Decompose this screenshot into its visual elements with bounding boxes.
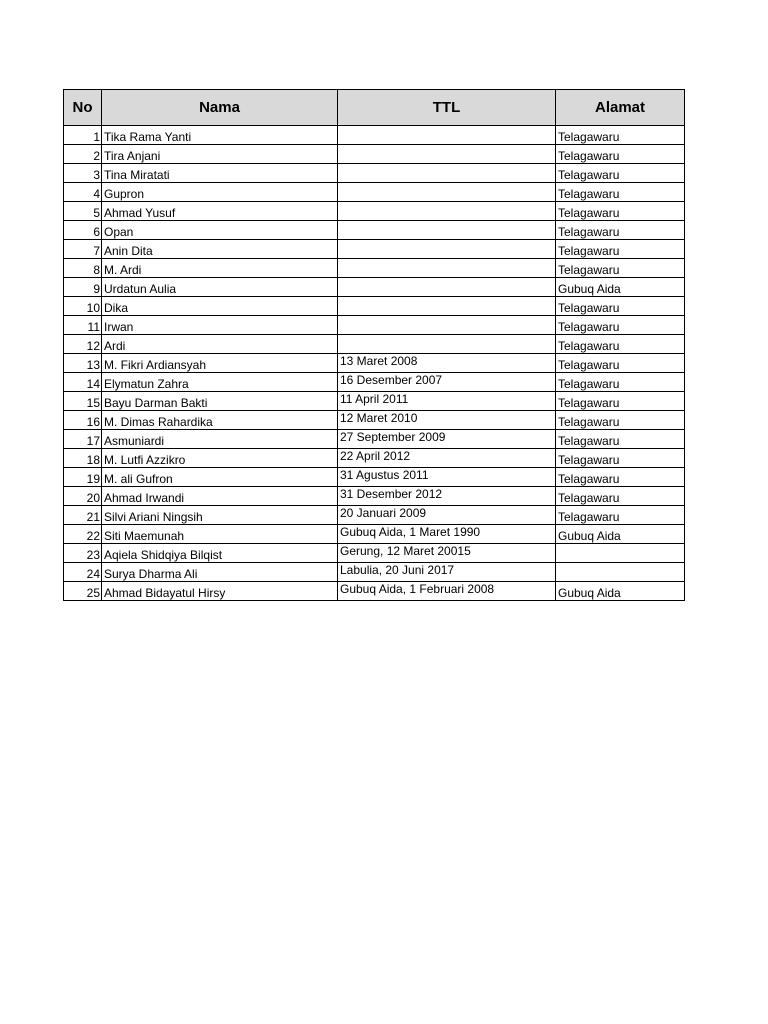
cell-nama: M. Ardi	[102, 259, 338, 278]
header-row	[64, 90, 685, 126]
cell-alamat: Gubuq Aida	[556, 582, 685, 601]
table-row	[64, 392, 685, 411]
cell-nama: Anin Dita	[102, 240, 338, 259]
cell-no: 6	[64, 221, 102, 240]
cell-nama: Ahmad Bidayatul Hirsy	[102, 582, 338, 601]
table-row	[64, 430, 685, 449]
header-nama: Nama	[102, 90, 338, 126]
cell-nama: Gupron	[102, 183, 338, 202]
cell-no: 25	[64, 582, 102, 601]
cell-nama: Elymatun Zahra	[102, 373, 338, 392]
cell-ttl: Gerung, 12 Maret 20015	[338, 544, 556, 563]
table-row	[64, 354, 685, 373]
cell-alamat: Telagawaru	[556, 373, 685, 392]
cell-alamat	[556, 544, 685, 563]
student-table	[63, 89, 685, 601]
cell-no: 10	[64, 297, 102, 316]
cell-ttl: 31 Desember 2012	[338, 487, 556, 506]
cell-no: 1	[64, 126, 102, 145]
cell-ttl	[338, 335, 556, 354]
table-row	[64, 259, 685, 278]
cell-alamat: Gubuq Aida	[556, 278, 685, 297]
cell-nama: Dika	[102, 297, 338, 316]
cell-nama: Asmuniardi	[102, 430, 338, 449]
cell-no: 9	[64, 278, 102, 297]
cell-nama: Tina Miratati	[102, 164, 338, 183]
cell-ttl	[338, 202, 556, 221]
cell-no: 20	[64, 487, 102, 506]
cell-ttl: 22 April 2012	[338, 449, 556, 468]
cell-alamat: Telagawaru	[556, 411, 685, 430]
table-row	[64, 449, 685, 468]
table-row	[64, 202, 685, 221]
table-row	[64, 316, 685, 335]
cell-nama: Bayu Darman Bakti	[102, 392, 338, 411]
header-alamat: Alamat	[556, 90, 685, 126]
cell-nama: Silvi Ariani Ningsih	[102, 506, 338, 525]
cell-nama: Opan	[102, 221, 338, 240]
cell-no: 15	[64, 392, 102, 411]
cell-ttl: Gubuq Aida, 1 Maret 1990	[338, 525, 556, 544]
cell-no: 17	[64, 430, 102, 449]
cell-alamat: Telagawaru	[556, 335, 685, 354]
cell-nama: Surya Dharma Ali	[102, 563, 338, 582]
cell-alamat: Telagawaru	[556, 126, 685, 145]
cell-alamat: Telagawaru	[556, 487, 685, 506]
cell-nama: M. ali Gufron	[102, 468, 338, 487]
cell-alamat: Telagawaru	[556, 392, 685, 411]
cell-no: 12	[64, 335, 102, 354]
table-row	[64, 240, 685, 259]
cell-no: 24	[64, 563, 102, 582]
cell-no: 22	[64, 525, 102, 544]
table-row	[64, 506, 685, 525]
cell-alamat: Telagawaru	[556, 240, 685, 259]
cell-nama: Tika Rama Yanti	[102, 126, 338, 145]
table-row	[64, 563, 685, 582]
table-row	[64, 487, 685, 506]
cell-nama: Urdatun Aulia	[102, 278, 338, 297]
table-row	[64, 468, 685, 487]
cell-no: 19	[64, 468, 102, 487]
header-no: No	[64, 90, 102, 126]
table-row	[64, 582, 685, 601]
table-row	[64, 278, 685, 297]
cell-ttl	[338, 297, 556, 316]
cell-ttl	[338, 221, 556, 240]
cell-no: 7	[64, 240, 102, 259]
cell-alamat: Telagawaru	[556, 202, 685, 221]
table-row	[64, 126, 685, 145]
table-body	[64, 126, 685, 601]
cell-alamat: Telagawaru	[556, 316, 685, 335]
cell-alamat: Telagawaru	[556, 430, 685, 449]
cell-ttl	[338, 164, 556, 183]
cell-nama: M. Dimas Rahardika	[102, 411, 338, 430]
cell-alamat: Telagawaru	[556, 449, 685, 468]
header-ttl: TTL	[338, 90, 556, 126]
table-row	[64, 183, 685, 202]
cell-alamat: Telagawaru	[556, 183, 685, 202]
cell-ttl: 13 Maret 2008	[338, 354, 556, 373]
cell-no: 23	[64, 544, 102, 563]
cell-ttl	[338, 259, 556, 278]
cell-alamat	[556, 563, 685, 582]
cell-alamat: Telagawaru	[556, 506, 685, 525]
cell-ttl	[338, 278, 556, 297]
cell-nama: Siti Maemunah	[102, 525, 338, 544]
cell-alamat: Telagawaru	[556, 221, 685, 240]
cell-no: 21	[64, 506, 102, 525]
cell-alamat: Telagawaru	[556, 297, 685, 316]
table-header	[64, 90, 685, 126]
cell-no: 16	[64, 411, 102, 430]
table-row	[64, 164, 685, 183]
cell-no: 18	[64, 449, 102, 468]
cell-nama: Aqiela Shidqiya Bilqist	[102, 544, 338, 563]
cell-no: 13	[64, 354, 102, 373]
cell-ttl	[338, 240, 556, 259]
cell-ttl: 16 Desember 2007	[338, 373, 556, 392]
table-row	[64, 335, 685, 354]
table-row	[64, 373, 685, 392]
table-row	[64, 411, 685, 430]
cell-ttl: Gubuq Aida, 1 Februari 2008	[338, 582, 556, 601]
cell-nama: Ahmad Yusuf	[102, 202, 338, 221]
cell-alamat: Telagawaru	[556, 259, 685, 278]
cell-no: 3	[64, 164, 102, 183]
cell-no: 5	[64, 202, 102, 221]
table-row	[64, 145, 685, 164]
cell-no: 14	[64, 373, 102, 392]
cell-ttl: Labulia, 20 Juni 2017	[338, 563, 556, 582]
cell-alamat: Telagawaru	[556, 145, 685, 164]
cell-ttl	[338, 126, 556, 145]
cell-ttl: 20 Januari 2009	[338, 506, 556, 525]
cell-nama: Tira Anjani	[102, 145, 338, 164]
cell-no: 2	[64, 145, 102, 164]
cell-no: 8	[64, 259, 102, 278]
cell-ttl: 12 Maret 2010	[338, 411, 556, 430]
cell-alamat: Gubuq Aida	[556, 525, 685, 544]
cell-ttl	[338, 316, 556, 335]
cell-nama: Ardi	[102, 335, 338, 354]
cell-alamat: Telagawaru	[556, 164, 685, 183]
cell-ttl	[338, 145, 556, 164]
table-row	[64, 297, 685, 316]
cell-ttl: 31 Agustus 2011	[338, 468, 556, 487]
cell-ttl	[338, 183, 556, 202]
cell-ttl: 11 April 2011	[338, 392, 556, 411]
cell-no: 11	[64, 316, 102, 335]
table-row	[64, 544, 685, 563]
cell-alamat: Telagawaru	[556, 468, 685, 487]
cell-nama: Irwan	[102, 316, 338, 335]
cell-no: 4	[64, 183, 102, 202]
cell-ttl: 27 September 2009	[338, 430, 556, 449]
cell-nama: M. Fikri Ardiansyah	[102, 354, 338, 373]
table-row	[64, 221, 685, 240]
cell-nama: M. Lutfi Azzikro	[102, 449, 338, 468]
cell-nama: Ahmad Irwandi	[102, 487, 338, 506]
cell-alamat: Telagawaru	[556, 354, 685, 373]
table-row	[64, 525, 685, 544]
